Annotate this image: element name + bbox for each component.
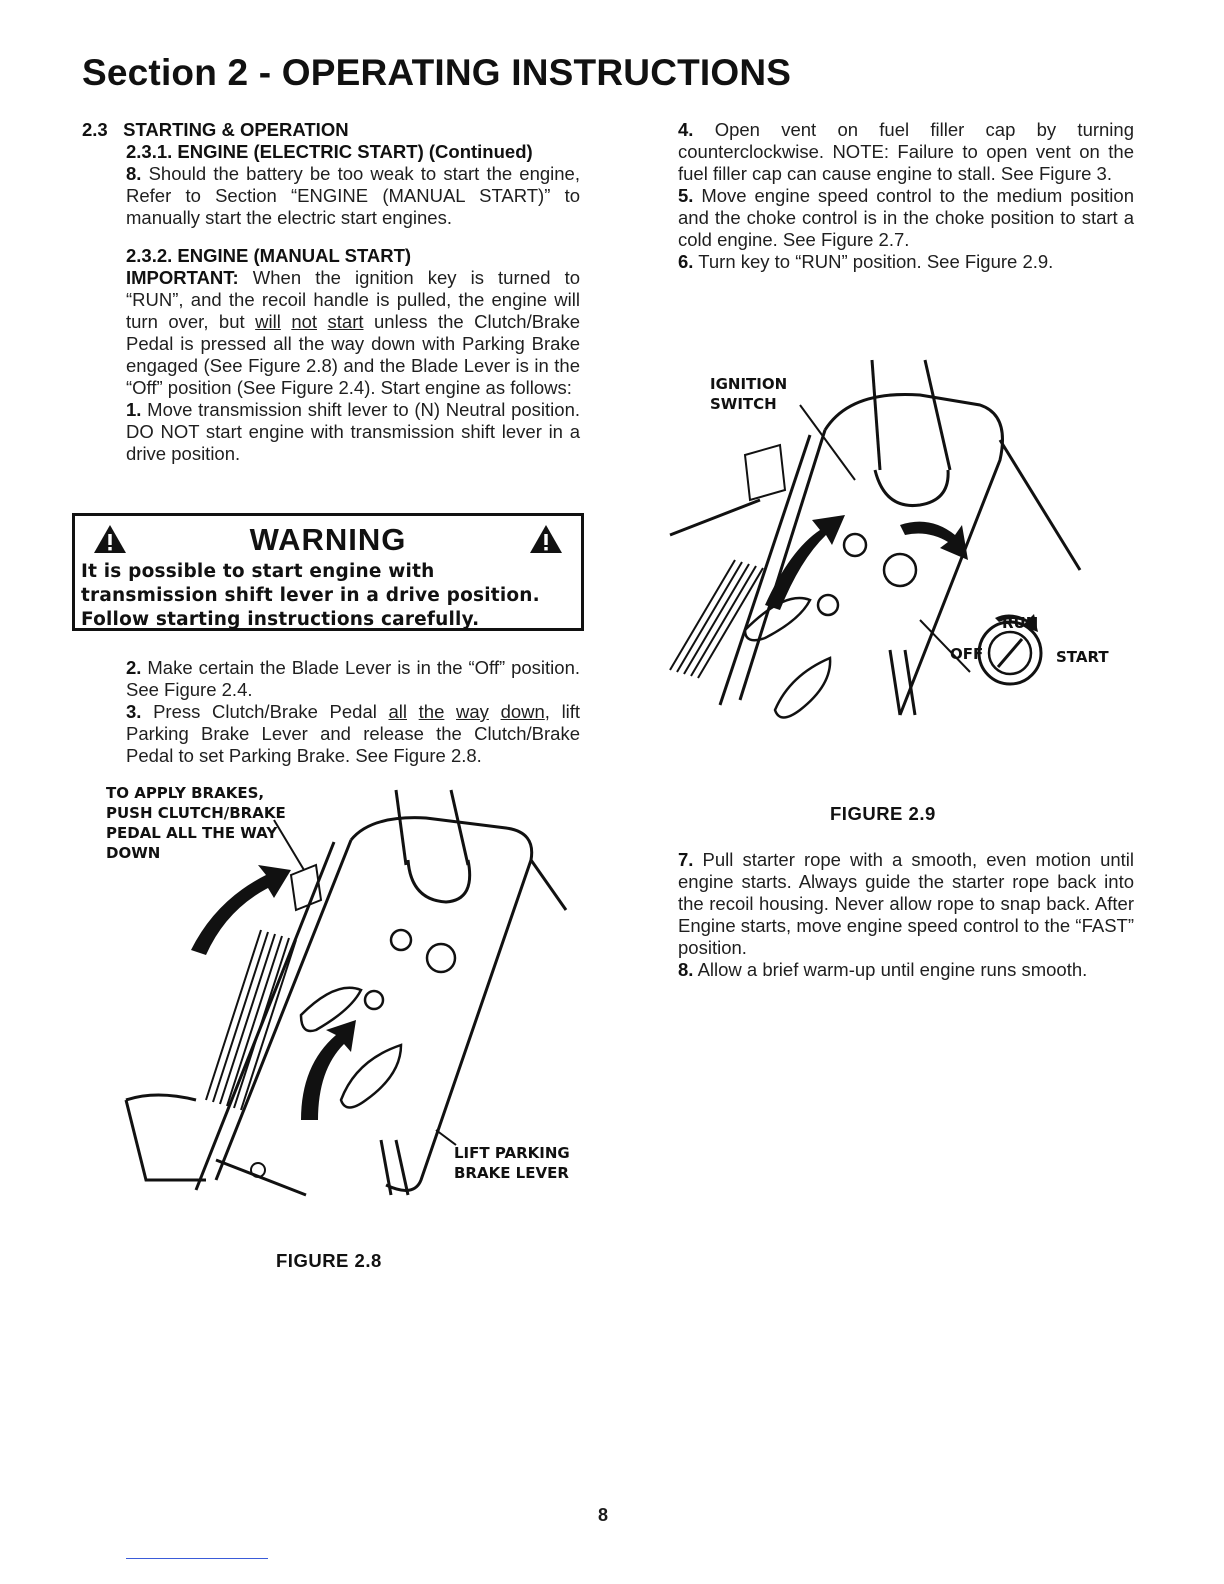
figure-caption: FIGURE 2.8 <box>276 1250 382 1271</box>
figure-2-9 <box>650 320 1135 765</box>
figure-label: LIFT PARKING BRAKE LEVER <box>454 1144 570 1182</box>
warning-title: WARNING <box>249 522 407 557</box>
section-title: STARTING & OPERATION <box>123 119 349 140</box>
footer-divider <box>126 1558 268 1559</box>
list-item: 4. Open vent on fuel filler cap by turning counterclockwise. NOTE: Failure to open vent on the fuel filler cap can cause engine to stall. See Figure 3. <box>678 119 1134 184</box>
list-item: 8. Should the battery be too weak to start the engine, Refer to Section “ENGINE (MANUAL START)” to manually start the electric start engines. <box>126 163 580 228</box>
figure-caption: FIGURE 2.9 <box>830 803 936 824</box>
list-item: 2. Make certain the Blade Lever is in the “Off” position. See Figure 2.4. <box>126 657 581 700</box>
page-number: 8 <box>598 1505 609 1525</box>
figure-label: START <box>1056 648 1109 666</box>
right-column-continued <box>678 849 1134 981</box>
list-item: 8. Allow a brief warm-up until engine runs smooth. <box>678 959 1088 980</box>
warning-triangle-icon <box>529 524 563 554</box>
figure-label: TO APPLY BRAKES, PUSH CLUTCH/BRAKE PEDAL ALL THE WAY DOWN <box>106 784 286 862</box>
section-number: 2.3 <box>82 119 108 140</box>
important-paragraph: IMPORTANT: When the ignition key is turned to “RUN”, and the recoil handle is pulled, the engine will turn over, but will not start unless the Clutch/Brake Pedal is pressed all the way down with Parking Brake engaged (See Figure 2.8) and the Blade Lever is in the “Off” position (See Figure 2.4). Start engine as follows: <box>126 267 581 398</box>
figure-label: IGNITION SWITCH <box>710 375 788 413</box>
left-column <box>82 119 580 465</box>
figure-label: OFF <box>950 645 984 663</box>
figure-2-8 <box>96 780 586 1220</box>
right-column <box>678 119 1134 273</box>
warning-box <box>72 513 584 631</box>
left-column-continued <box>126 657 580 767</box>
warning-text: It is possible to start engine with transmission shift lever in a drive position. Follow starting instructions carefully. <box>81 561 540 630</box>
page-title: Section 2 - OPERATING INSTRUCTIONS <box>82 52 792 93</box>
list-item: 7. Pull starter rope with a smooth, even motion until engine starts. Always guide the starter rope back into the recoil housing. Never allow rope to snap back. After Engine starts, move engine speed control to the “FAST” position. <box>678 849 1135 958</box>
list-item: 3. Press Clutch/Brake Pedal all the way down, lift Parking Brake Lever and release the Clutch/Brake Pedal to set Parking Brake. See Figure 2.8. <box>126 701 581 766</box>
list-item: 1. Move transmission shift lever to (N) Neutral position. DO NOT start engine with transmission shift lever in a drive position. <box>126 399 581 464</box>
subsection-2-3-1: 2.3.1. ENGINE (ELECTRIC START) (Continued) <box>126 141 533 162</box>
list-item: 5. Move engine speed control to the medium position and the choke control is in the choke position to start a cold engine. See Figure 2.7. <box>678 185 1134 250</box>
list-item: 6. Turn key to “RUN” position. See Figure 2.9. <box>678 251 1054 272</box>
figure-label: RUN <box>1002 614 1039 632</box>
subsection-2-3-2: 2.3.2. ENGINE (MANUAL START) <box>126 245 412 266</box>
